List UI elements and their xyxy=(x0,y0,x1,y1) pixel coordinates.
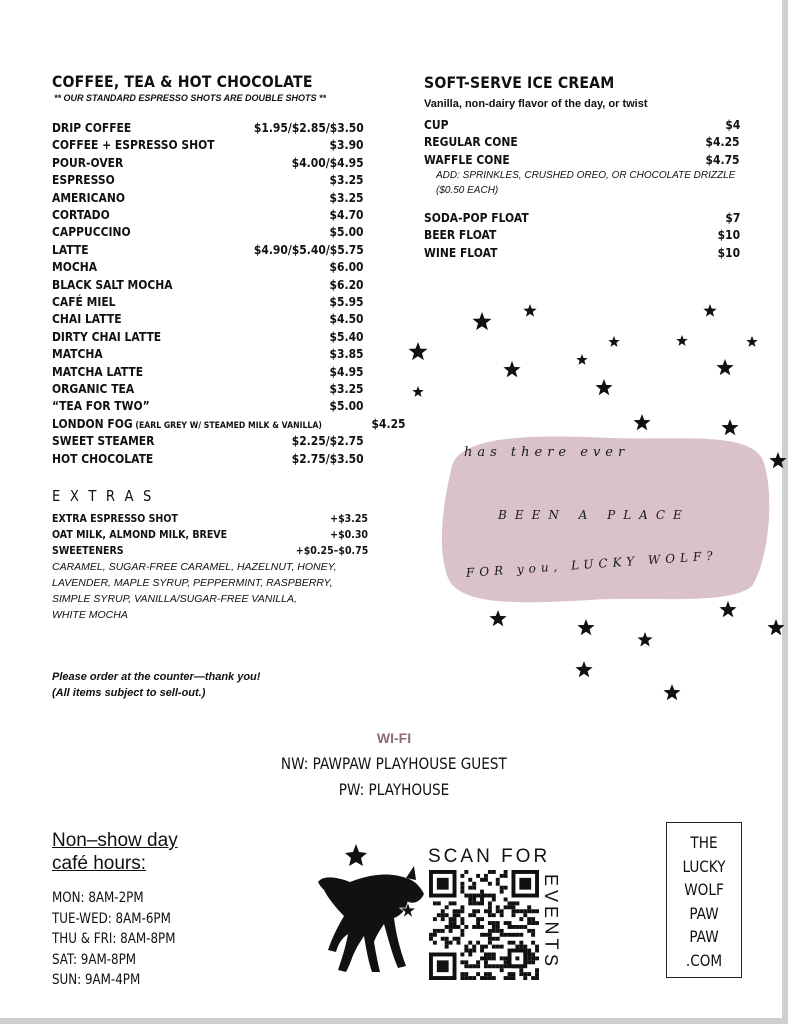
menu-item-name: DIRTY CHAI LATTE xyxy=(52,328,162,344)
events-letter: N xyxy=(541,921,561,935)
extra-item-price: +$0.30 xyxy=(330,528,368,541)
float-item-price: $7 xyxy=(725,210,740,225)
menu-item-name: CAFÉ MIEL xyxy=(52,294,116,309)
website-line: THE xyxy=(690,833,718,852)
menu-item-price: $6.20 xyxy=(329,276,364,292)
extras-heading: E X T R A S xyxy=(52,487,155,505)
menu-item-price: $5.40 xyxy=(329,328,364,344)
menu-item-price: $4.25 xyxy=(371,415,406,431)
menu-item-name: POUR-OVER xyxy=(52,154,124,170)
menu-item-price: $5.00 xyxy=(329,398,364,414)
menu-item-name: CHAI LATTE xyxy=(52,311,122,327)
wifi-password-text: PW: PLAYHOUSE xyxy=(338,780,450,799)
coffee-heading: COFFEE, TEA & HOT CHOCOLATE xyxy=(52,72,313,91)
menu-item-detail: (EARL GREY W/ STEAMED MILK & VANILLA) xyxy=(132,420,322,431)
hours-line: THU & FRI: 8AM-8PM xyxy=(52,931,176,947)
menu-item-name: CAPPUCCINO xyxy=(52,224,131,240)
events-letter: V xyxy=(540,889,561,903)
wifi-network xyxy=(0,754,788,773)
menu-item-price: $1.95/$2.85/$3.50 xyxy=(254,120,364,135)
hours-title-line2: café hours: xyxy=(52,853,146,874)
float-item-price: $10 xyxy=(717,227,740,243)
menu-item xyxy=(52,276,364,293)
float-item-name: WINE FLOAT xyxy=(424,244,498,260)
menu-item-name: DRIP COFFEE xyxy=(52,120,132,135)
menu-item xyxy=(52,119,364,136)
menu-item xyxy=(52,189,364,206)
softserve-subheading: Vanilla, non-dairy flavor of the day, or twist xyxy=(424,98,648,110)
events-label xyxy=(540,872,562,982)
softserve-item xyxy=(424,133,740,150)
scan-label: SCAN FOR xyxy=(428,846,551,867)
menu-item xyxy=(52,241,364,258)
star-icon xyxy=(576,354,587,365)
menu-item xyxy=(52,293,364,310)
float-item-price: $10 xyxy=(717,244,740,260)
wifi-label: WI-FI xyxy=(376,730,412,746)
star-icon xyxy=(716,359,733,375)
menu-item xyxy=(52,258,364,275)
menu-item-name: COFFEE + ESPRESSO SHOT xyxy=(52,137,215,153)
menu-item xyxy=(52,310,364,327)
menu-item-price: $3.25 xyxy=(329,381,364,396)
extra-item-name: OAT MILK, ALMOND MILK, BREVE xyxy=(52,528,228,541)
float-item xyxy=(424,209,740,226)
hours-title-line1: Non–show day xyxy=(52,830,178,851)
star-icon xyxy=(577,619,594,635)
softserve-item-name: REGULAR CONE xyxy=(424,134,518,150)
page-edge-right xyxy=(782,0,788,1024)
menu-item-name: LONDON FOG (EARL GREY W/ STEAMED MILK & VANILLA) xyxy=(52,415,322,431)
menu-item-name: MATCHA LATTE xyxy=(52,363,144,379)
menu-item-name: “TEA FOR TWO” xyxy=(52,398,150,414)
float-item xyxy=(424,226,740,243)
star-icon xyxy=(637,632,652,647)
extra-item-name: SWEETENERS xyxy=(52,544,124,557)
events-letter: T xyxy=(541,938,561,950)
float-item xyxy=(424,244,740,261)
softserve-item xyxy=(424,151,740,168)
menu-item xyxy=(52,432,364,449)
handwritten-line3: FOR you, LUCKY WOLF? xyxy=(465,548,719,580)
menu-item xyxy=(52,415,406,432)
star-icon xyxy=(719,601,736,617)
events-letter: S xyxy=(540,953,561,967)
menu-item-price: $2.75/$3.50 xyxy=(292,450,364,466)
sweetener-line: WHITE MOCHA xyxy=(52,609,128,621)
menu-item-name: HOT CHOCOLATE xyxy=(52,450,154,466)
menu-item xyxy=(52,450,364,467)
menu-item xyxy=(52,223,364,240)
qr-code-icon[interactable] xyxy=(428,870,540,980)
menu-item-name: ORGANIC TEA xyxy=(52,381,135,396)
menu-item-price: $5.00 xyxy=(329,224,364,240)
menu-item-name: ESPRESSO xyxy=(52,172,115,188)
wolf-drawing-icon xyxy=(310,838,430,978)
espresso-note: ** OUR STANDARD ESPRESSO SHOTS ARE DOUBLE SHOTS ** xyxy=(54,93,327,103)
menu-item-name: BLACK SALT MOCHA xyxy=(52,276,173,292)
hours-line: TUE-WED: 8AM-6PM xyxy=(52,910,171,927)
float-item-name: BEER FLOAT xyxy=(424,227,497,243)
sweetener-line: SIMPLE SYRUP, VANILLA/SUGAR-FREE VANILLA, xyxy=(52,593,297,605)
star-icon xyxy=(663,684,680,700)
menu-item-price: $4.95 xyxy=(329,363,364,379)
website-line: LUCKY xyxy=(682,856,726,876)
star-icon xyxy=(608,336,619,347)
menu-item xyxy=(52,154,364,171)
menu-item-name: SWEET STEAMER xyxy=(52,433,155,449)
star-icon xyxy=(595,379,612,395)
menu-item-price: $4.00/$4.95 xyxy=(292,154,364,170)
extra-item xyxy=(52,527,368,543)
menu-item xyxy=(52,206,364,223)
softserve-item-price: $4.75 xyxy=(705,151,740,167)
menu-item-price: $4.50 xyxy=(329,311,364,327)
extra-item-name: EXTRA ESPRESSO SHOT xyxy=(52,512,178,525)
extra-item-price: +$3.25 xyxy=(330,512,368,525)
website-line: PAW xyxy=(689,927,719,946)
extra-item xyxy=(52,543,368,559)
hours-line: SUN: 9AM-4PM xyxy=(52,972,141,988)
page-edge-bottom xyxy=(0,1018,788,1024)
menu-item xyxy=(52,136,364,153)
softserve-item-price: $4 xyxy=(725,117,740,132)
menu-item-price: $5.95 xyxy=(329,294,364,309)
softserve-item-name: WAFFLE CONE xyxy=(424,151,510,167)
events-letter: E xyxy=(540,905,561,919)
menu-item xyxy=(52,397,364,414)
softserve-item-name: CUP xyxy=(424,117,449,132)
menu-item-name: AMERICANO xyxy=(52,189,125,205)
website-box[interactable] xyxy=(666,822,742,978)
menu-item xyxy=(52,380,364,397)
website-line: PAW xyxy=(689,903,719,923)
float-item-name: SODA-POP FLOAT xyxy=(424,210,529,225)
menu-item-price: $4.70 xyxy=(329,207,364,222)
menu-item-price: $4.90/$5.40/$5.75 xyxy=(254,241,364,257)
handwritten-line1: has there ever xyxy=(464,445,630,460)
menu-item xyxy=(52,345,364,362)
hours-line: SAT: 9AM-8PM xyxy=(52,951,137,968)
menu-item-price: $3.25 xyxy=(329,189,364,205)
menu-item xyxy=(52,328,364,345)
star-icon xyxy=(746,336,757,347)
menu-item-price: $3.90 xyxy=(329,137,364,153)
hours-line: MON: 8AM-2PM xyxy=(52,890,144,906)
menu-item-price: $6.00 xyxy=(329,259,364,275)
softserve-item-price: $4.25 xyxy=(705,134,740,150)
star-icon xyxy=(703,304,716,317)
sweetener-line: CARAMEL, SUGAR-FREE CARAMEL, HAZELNUT, HONEY, xyxy=(52,561,337,573)
menu-item xyxy=(52,363,364,380)
menu-item xyxy=(52,171,364,188)
menu-item-price: $2.25/$2.75 xyxy=(292,433,364,449)
menu-item-price: $3.25 xyxy=(329,172,364,188)
menu-item-price: $3.85 xyxy=(329,346,364,362)
wifi-network-text: NW: PAWPAW PLAYHOUSE GUEST xyxy=(281,754,507,773)
addons-line1: ADD: SPRINKLES, CRUSHED OREO, OR CHOCOLATE DRIZZLE xyxy=(436,170,736,181)
softserve-heading: SOFT-SERVE ICE CREAM xyxy=(424,73,615,92)
star-icon xyxy=(409,342,428,360)
website-line: WOLF xyxy=(684,880,724,899)
menu-item-name: LATTE xyxy=(52,241,89,257)
events-letter: E xyxy=(540,873,561,887)
star-icon xyxy=(489,610,506,626)
wifi-password xyxy=(0,780,788,799)
extra-item-price: +$0.25–$0.75 xyxy=(295,544,368,557)
sweetener-line: LAVENDER, MAPLE SYRUP, PEPPERMINT, RASPBERRY, xyxy=(52,577,333,589)
star-icon xyxy=(575,661,592,677)
menu-item-name: CORTADO xyxy=(52,207,110,222)
star-icon xyxy=(523,304,536,317)
softserve-item xyxy=(424,116,740,133)
star-icon xyxy=(503,361,520,377)
handwritten-line2: BEEN A PLACE xyxy=(498,508,690,522)
order-note-line2: (All items subject to sell-out.) xyxy=(52,687,206,699)
order-note-line1: Please order at the counter—thank you! xyxy=(52,671,261,683)
menu-item-name: MOCHA xyxy=(52,259,98,275)
extra-item xyxy=(52,511,368,527)
star-icon xyxy=(412,386,423,397)
addons-line2: ($0.50 EACH) xyxy=(436,185,499,196)
menu-item-name: MATCHA xyxy=(52,346,103,362)
star-icon xyxy=(676,335,687,346)
website-line: .COM xyxy=(685,950,723,970)
star-icon xyxy=(473,312,492,330)
